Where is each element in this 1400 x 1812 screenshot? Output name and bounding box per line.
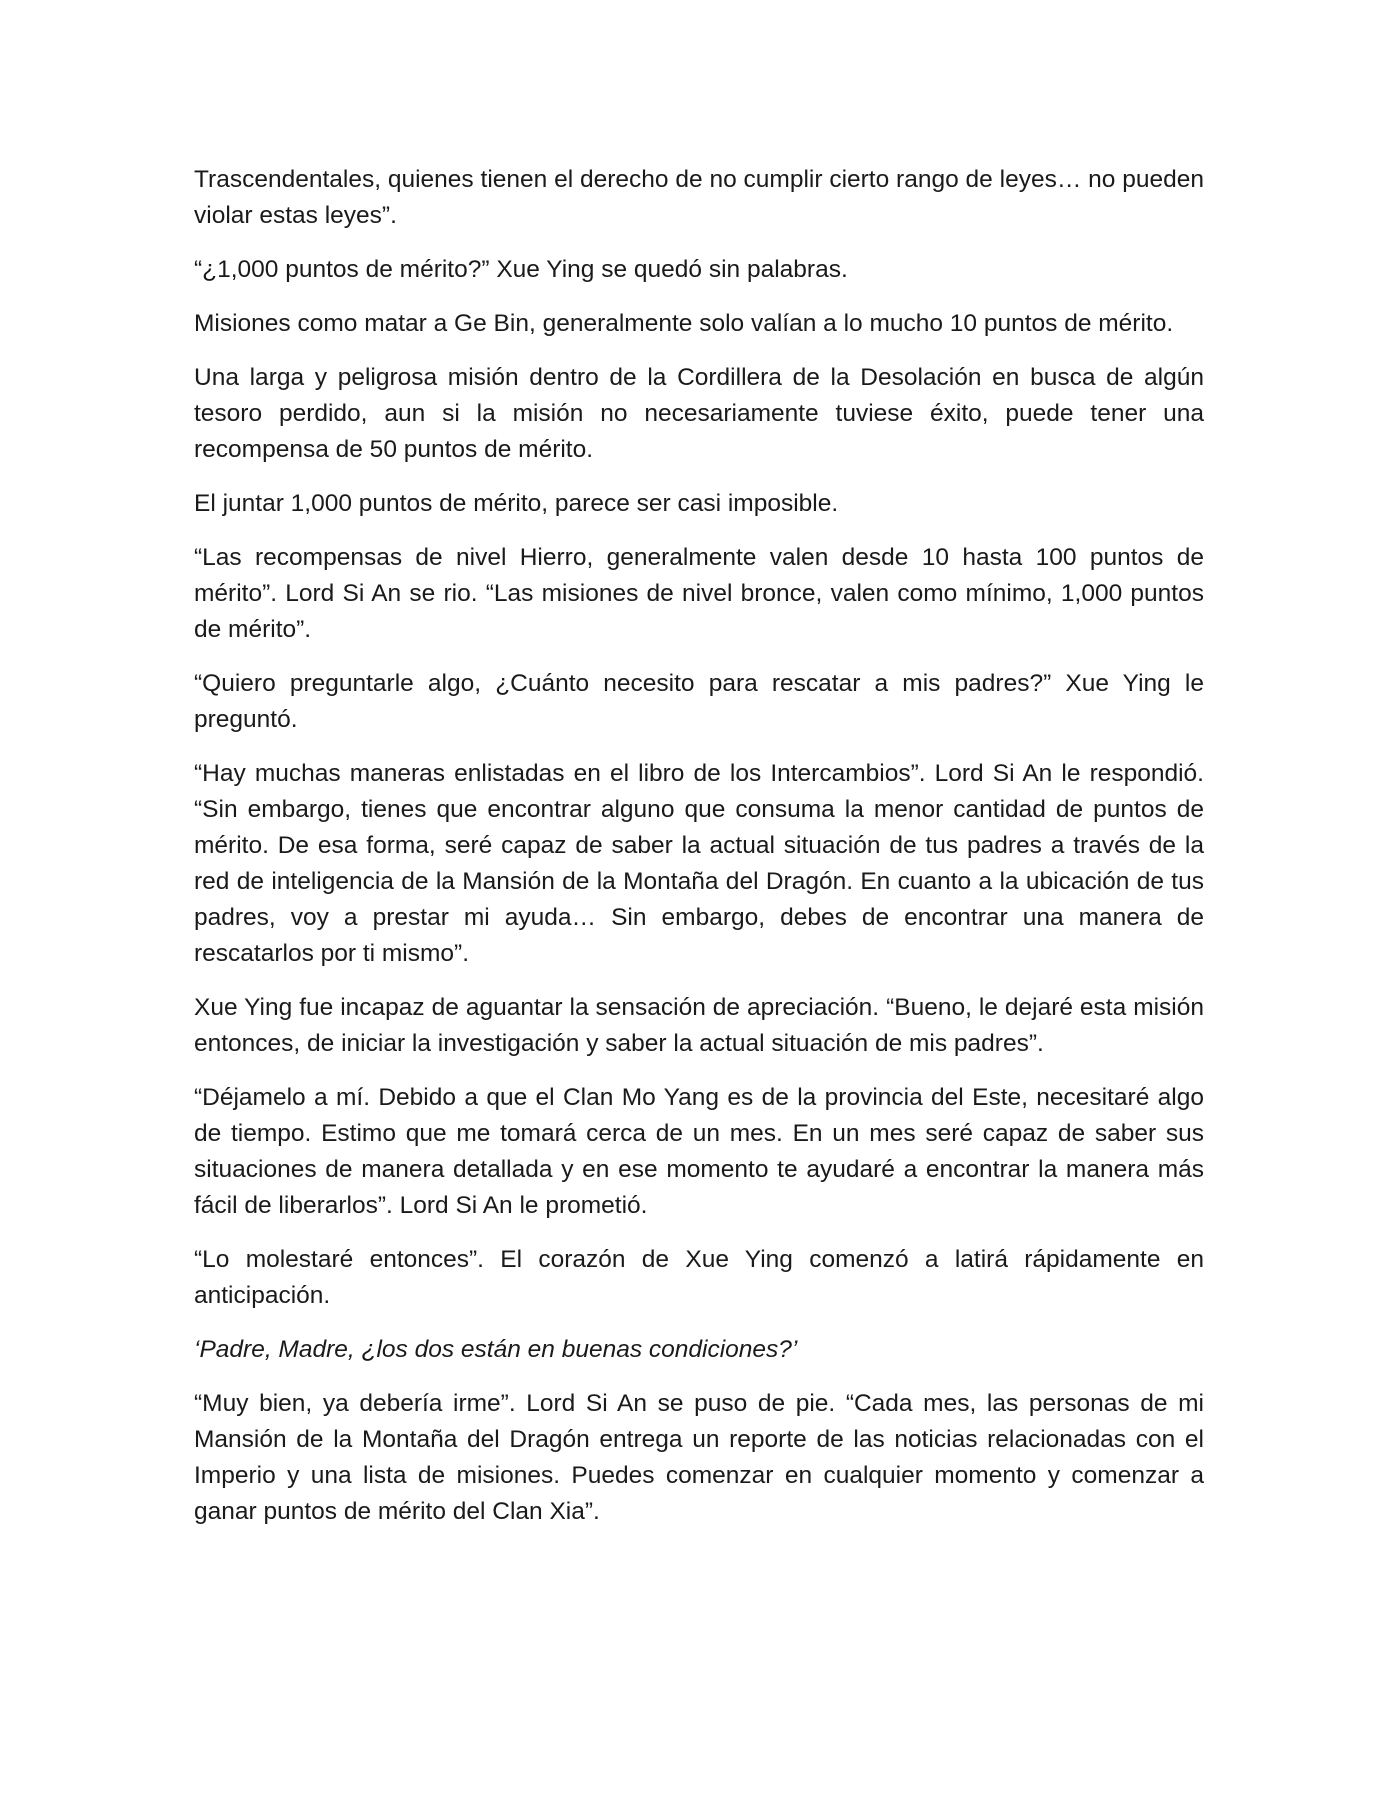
- paragraph-1: Trascendentales, quienes tienen el derecho de no cumplir cierto rango de leyes… no pueden violar estas leyes”.: [194, 166, 1204, 229]
- paragraph-12-thought: ‘Padre, Madre, ¿los dos están en buenas condiciones?’: [194, 1336, 798, 1363]
- paragraph-6: “Las recompensas de nivel Hierro, generalmente valen desde 10 hasta 100 puntos de mérito”. Lord Si An se rio. “Las misiones de nivel bronce, valen como mínimo, 1,000 puntos de mérito”.: [194, 544, 1204, 643]
- paragraph-13: “Muy bien, ya debería irme”. Lord Si An se puso de pie. “Cada mes, las personas de mi Mansión de la Montaña del Dragón entrega un reporte de las noticias relacionadas con el Imperio y una lista de misiones. Puedes comenzar en cualquier momento y comenzar a ganar puntos de mérito del Clan Xia”.: [194, 1390, 1204, 1525]
- paragraph-7: “Quiero preguntarle algo, ¿Cuánto necesito para rescatar a mis padres?” Xue Ying le preguntó.: [194, 670, 1204, 733]
- document-body: [194, 162, 1204, 1548]
- paragraph-2: “¿1,000 puntos de mérito?” Xue Ying se quedó sin palabras.: [194, 256, 848, 283]
- paragraph-11: “Lo molestaré entonces”. El corazón de Xue Ying comenzó a latirá rápidamente en anticipación.: [194, 1246, 1204, 1309]
- paragraph-10: “Déjamelo a mí. Debido a que el Clan Mo Yang es de la provincia del Este, necesitaré algo de tiempo. Estimo que me tomará cerca de un mes. En un mes seré capaz de saber sus situaciones de manera detallada y en ese momento te ayudaré a encontrar la manera más fácil de liberarlos”. Lord Si An le prometió.: [194, 1084, 1204, 1219]
- paragraph-3: Misiones como matar a Ge Bin, generalmente solo valían a lo mucho 10 puntos de mérito.: [194, 310, 1174, 337]
- paragraph-9: Xue Ying fue incapaz de aguantar la sensación de apreciación. “Bueno, le dejaré esta misión entonces, de iniciar la investigación y saber la actual situación de mis padres”.: [194, 994, 1204, 1057]
- paragraph-4: Una larga y peligrosa misión dentro de la Cordillera de la Desolación en busca de algún tesoro perdido, aun si la misión no necesariamente tuviese éxito, puede tener una recompensa de 50 puntos de mérito.: [194, 364, 1204, 463]
- paragraph-8: “Hay muchas maneras enlistadas en el libro de los Intercambios”. Lord Si An le respondió. “Sin embargo, tienes que encontrar alguno que consuma la menor cantidad de puntos de mérito. De esa forma, seré capaz de saber la actual situación de tus padres a través de la red de inteligencia de la Mansión de la Montaña del Dragón. En cuanto a la ubicación de tus padres, voy a prestar mi ayuda… Sin embargo, debes de encontrar una manera de rescatarlos por ti mismo”.: [194, 760, 1204, 967]
- paragraph-5: El juntar 1,000 puntos de mérito, parece ser casi imposible.: [194, 490, 839, 517]
